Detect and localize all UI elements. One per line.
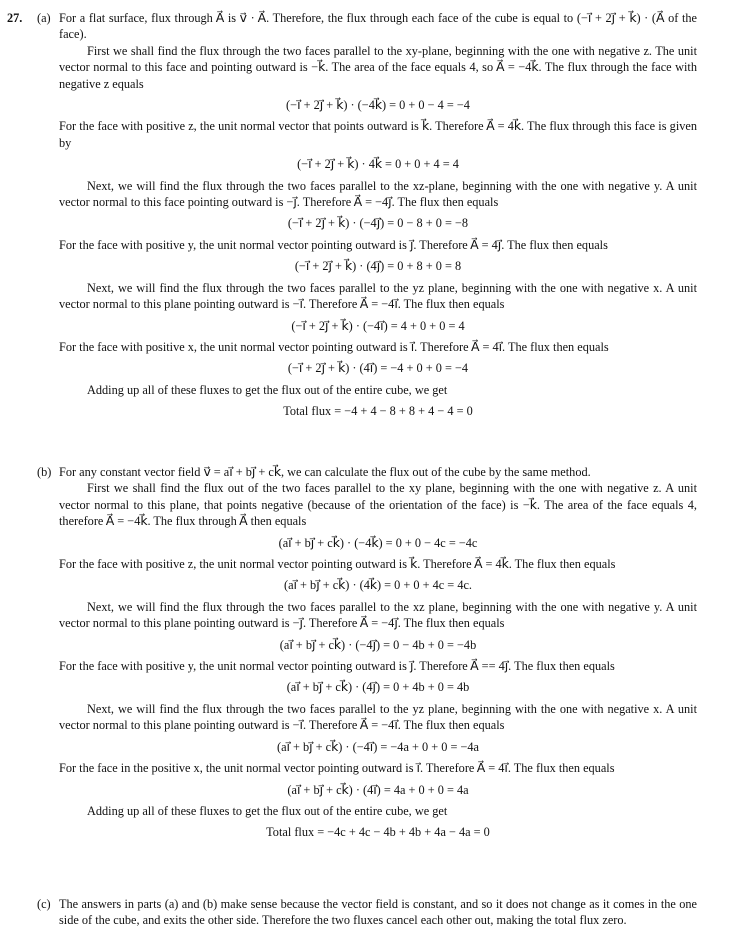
paragraph: First we shall find the flux through the two faces parallel to the xy-plane, beginning with the one with negative z. The unit vector normal to this face and pointing outward is −k⃗. The area of the face equals 4, so A⃗ = −4k⃗. The flux through the face with negative z equals bbox=[59, 43, 697, 91]
paragraph: For the face with positive z, the unit normal vector pointing outward is k⃗. Therefore A⃗ = 4k⃗. The flux then equals bbox=[59, 557, 616, 572]
paragraph: Adding up all of these fluxes to get the flux out of the entire cube, we get bbox=[87, 382, 448, 397]
paragraph: Next, we will find the flux through the two faces parallel to the yz plane, beginning with the one with negative x. A unit vector normal to this plane pointing outward is −i⃗. Therefore A⃗ = −4i⃗. The flux then equals bbox=[59, 701, 697, 733]
paragraph: Next, we will find the flux through the two faces parallel to the yz plane, beginning with the one with negative x. A unit vector normal to this plane pointing outward is −i⃗. Therefore A⃗ = −4i⃗. The flux then equals bbox=[59, 280, 697, 312]
equation: (ai⃗ + bj⃗ + ck⃗) · (4j⃗) = 0 + 4b + 0 = 4b bbox=[286, 680, 470, 695]
paragraph: For the face with positive x, the unit normal vector pointing outward is i⃗. Therefore A⃗ = 4i⃗. The flux then equals bbox=[59, 339, 609, 354]
paragraph: For a flat surface, flux through A⃗ is v⃗ · A⃗. Therefore, the flux through each face of the cube is equal to (−i⃗ + 2j⃗ + k⃗) · (A⃗ of the face). bbox=[59, 11, 697, 42]
paragraph: For the face with positive y, the unit normal vector pointing outward is j⃗. Therefore A⃗ = 4j⃗. The flux then equals bbox=[59, 237, 608, 252]
paragraph: Next, we will find the flux through the two faces parallel to the xz plane, beginning with the one with negative y. A unit vector normal to this plane pointing outward is −j⃗. Therefore A⃗ = −4j⃗. The flux then equals bbox=[59, 599, 697, 631]
equation: (ai⃗ + bj⃗ + ck⃗) · (−4i⃗) = −4a + 0 + 0 = −4a bbox=[276, 739, 480, 754]
part-c-label: (c) bbox=[37, 897, 51, 911]
equation: (ai⃗ + bj⃗ + ck⃗) · (4k⃗) = 0 + 0 + 4c = 4c. bbox=[284, 578, 472, 593]
equation: (ai⃗ + bj⃗ + ck⃗) · (4i⃗) = 4a + 0 + 0 = 4a bbox=[287, 782, 469, 797]
paragraph: Next, we will find the flux through the two faces parallel to the xz-plane, beginning with the one with negative y. A unit vector normal to this face pointing outward is −j⃗. Therefore A⃗ = −4j⃗. The flux then equals bbox=[59, 178, 697, 210]
paragraph: For any constant vector field v⃗ = ai⃗ + bj⃗ + ck⃗, we can calculate the flux out of the cube by the same method. bbox=[59, 465, 591, 479]
part-a bbox=[59, 10, 697, 425]
equation: (−i⃗ + 2j⃗ + k⃗) · (−4j⃗) = 0 − 8 + 0 = −8 bbox=[287, 216, 469, 231]
equation: Total flux = −4c + 4c − 4b + 4b + 4a − 4a = 0 bbox=[266, 825, 490, 840]
equation: (−i⃗ + 2j⃗ + k⃗) · (4i⃗) = −4 + 0 + 0 = −4 bbox=[287, 361, 469, 376]
part-b-label: (b) bbox=[37, 465, 52, 479]
equation: (−i⃗ + 2j⃗ + k⃗) · (−4i⃗) = 4 + 0 + 0 = 4 bbox=[291, 318, 465, 333]
problem-number: 27. bbox=[7, 11, 23, 25]
paragraph: The answers in parts (a) and (b) make sense because the vector field is constant, and so it does not change as it comes in the one side of the cube, and exits the other side. Therefore the two fluxes cancel each other out, making the total flux zero. bbox=[59, 897, 697, 928]
paragraph: For the face with positive y, the unit normal vector pointing outward is j⃗. Therefore A⃗ == 4j⃗. The flux then equals bbox=[59, 659, 615, 674]
part-a-label: (a) bbox=[37, 11, 51, 25]
part-b bbox=[59, 464, 697, 846]
equation: (−i⃗ + 2j⃗ + k⃗) · 4k⃗ = 0 + 0 + 4 = 4 bbox=[297, 157, 459, 172]
equation: (−i⃗ + 2j⃗ + k⃗) · (4j⃗) = 0 + 8 + 0 = 8 bbox=[294, 259, 462, 274]
equation: (ai⃗ + bj⃗ + ck⃗) · (−4j⃗) = 0 − 4b + 0 = −4b bbox=[279, 637, 477, 652]
part-c bbox=[59, 896, 697, 929]
paragraph: For the face with positive z, the unit normal vector that points outward is k⃗. Therefore A⃗ = 4k⃗. The flux through this face is given by bbox=[59, 119, 697, 150]
equation: (−i⃗ + 2j⃗ + k⃗) · (−4k⃗) = 0 + 0 − 4 = −4 bbox=[286, 98, 470, 113]
paragraph: For the face in the positive x, the unit normal vector pointing outward is i⃗. Therefore A⃗ = 4i⃗. The flux then equals bbox=[59, 761, 615, 776]
equation: (ai⃗ + bj⃗ + ck⃗) · (−4k⃗) = 0 + 0 − 4c = −4c bbox=[278, 535, 478, 550]
paragraph: Adding up all of these fluxes to get the flux out of the entire cube, we get bbox=[87, 803, 448, 818]
equation: Total flux = −4 + 4 − 8 + 8 + 4 − 4 = 0 bbox=[283, 404, 473, 419]
paragraph: First we shall find the flux out of the two faces parallel to the xy plane, beginning with the one with negative z. A unit vector normal to this plane, that points negative (because of the orientation of the face) is −k⃗. The area of the face equals 4, therefore A⃗ = −4k⃗. The flux through A⃗ then equals bbox=[59, 481, 697, 529]
